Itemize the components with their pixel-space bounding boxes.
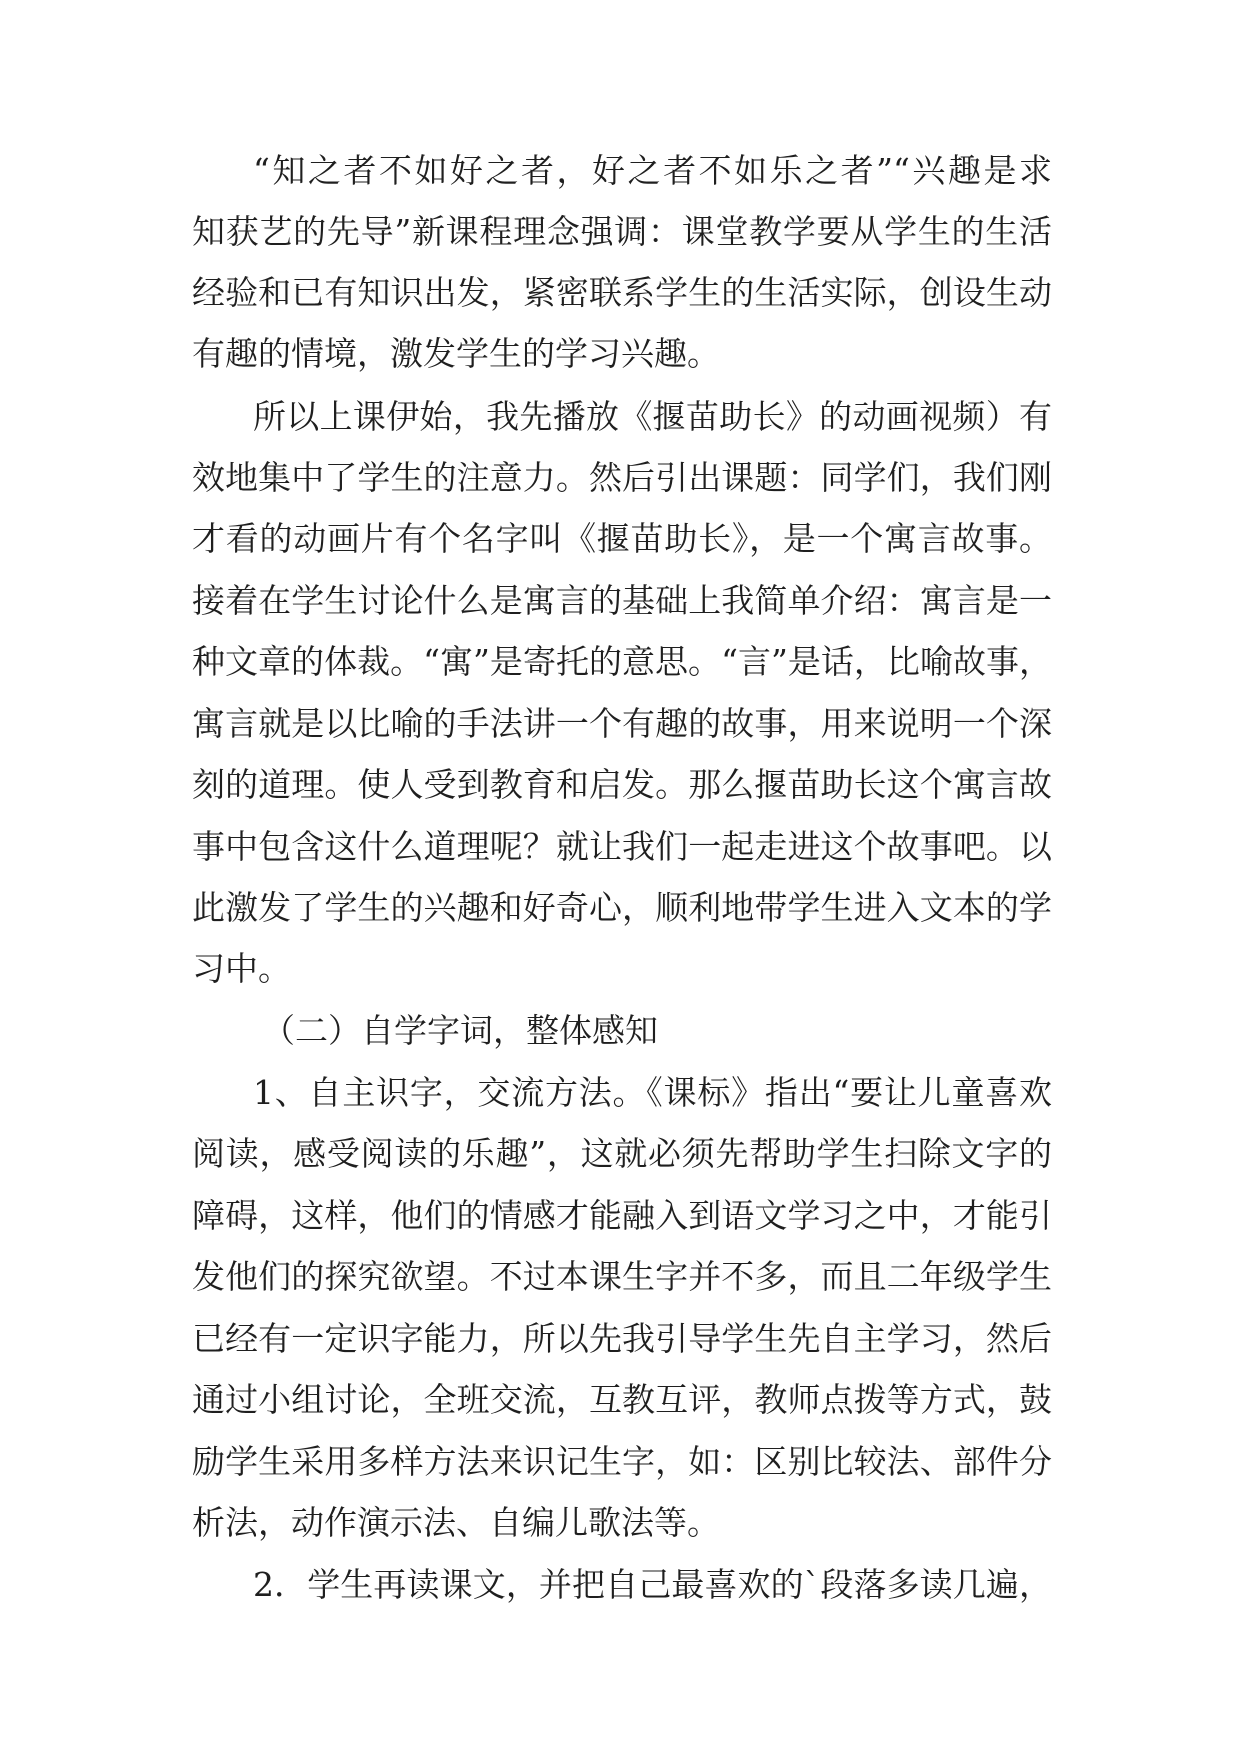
paragraph-3-line-7: 励学生采用多样方法来识记生字，如：区别比较法、部件分 bbox=[192, 1442, 1052, 1481]
paragraph-3-line-3: 障碍，这样，他们的情感才能融入到语文学习之中，才能引 bbox=[192, 1196, 1052, 1235]
paragraph-2-line-2: 效地集中了学生的注意力。然后引出课题：同学们，我们刚 bbox=[192, 458, 1052, 497]
paragraph-2-line-8: 事中包含这什么道理呢？就让我们一起走进这个故事吧。以 bbox=[192, 827, 1052, 866]
paragraph-4-line-1: 2．学生再读课文，并把自己最喜欢的`段落多读几遍， bbox=[253, 1565, 1052, 1604]
paragraph-2-line-9: 此激发了学生的兴趣和好奇心，顺利地带学生进入文本的学 bbox=[192, 888, 1052, 927]
paragraph-2-line-7: 刻的道理。使人受到教育和启发。那么揠苗助长这个寓言故 bbox=[192, 765, 1052, 804]
paragraph-1-line-2: 知获艺的先导”新课程理念强调：课堂教学要从学生的生活 bbox=[192, 212, 1052, 251]
paragraph-2-line-5: 种文章的体裁。“寓”是寄托的意思。“言”是话，比喻故事， bbox=[192, 642, 1052, 681]
paragraph-3-line-5: 已经有一定识字能力，所以先我引导学生先自主学习，然后 bbox=[192, 1319, 1052, 1358]
section-heading: （二）自学字词，整体感知 bbox=[262, 1011, 658, 1050]
paragraph-2-line-6: 寓言就是以比喻的手法讲一个有趣的故事，用来说明一个深 bbox=[192, 704, 1052, 743]
paragraph-3-line-8: 析法，动作演示法、自编儿歌法等。 bbox=[192, 1503, 720, 1542]
paragraph-1-line-1: “知之者不如好之者，好之者不如乐之者”“兴趣是求 bbox=[253, 151, 1052, 190]
paragraph-3-line-1: 1、自主识字，交流方法。《课标》指出“要让儿童喜欢 bbox=[253, 1073, 1052, 1112]
paragraph-3-line-2: 阅读，感受阅读的乐趣”，这就必须先帮助学生扫除文字的 bbox=[192, 1134, 1052, 1173]
paragraph-2-line-3: 才看的动画片有个名字叫《揠苗助长》，是一个寓言故事。 bbox=[192, 519, 1052, 558]
paragraph-2-line-4: 接着在学生讨论什么是寓言的基础上我简单介绍：寓言是一 bbox=[192, 581, 1052, 620]
paragraph-2-line-10: 习中。 bbox=[192, 949, 291, 988]
paragraph-2-line-1: 所以上课伊始，我先播放《揠苗助长》的动画视频）有 bbox=[253, 397, 1052, 436]
paragraph-1-line-4: 有趣的情境，激发学生的学习兴趣。 bbox=[192, 334, 720, 373]
paragraph-3-line-4: 发他们的探究欲望。不过本课生字并不多，而且二年级学生 bbox=[192, 1257, 1052, 1296]
paragraph-1-line-3: 经验和已有知识出发，紧密联系学生的生活实际，创设生动 bbox=[192, 273, 1052, 312]
paragraph-3-line-6: 通过小组讨论，全班交流，互教互评，教师点拨等方式，鼓 bbox=[192, 1380, 1052, 1419]
